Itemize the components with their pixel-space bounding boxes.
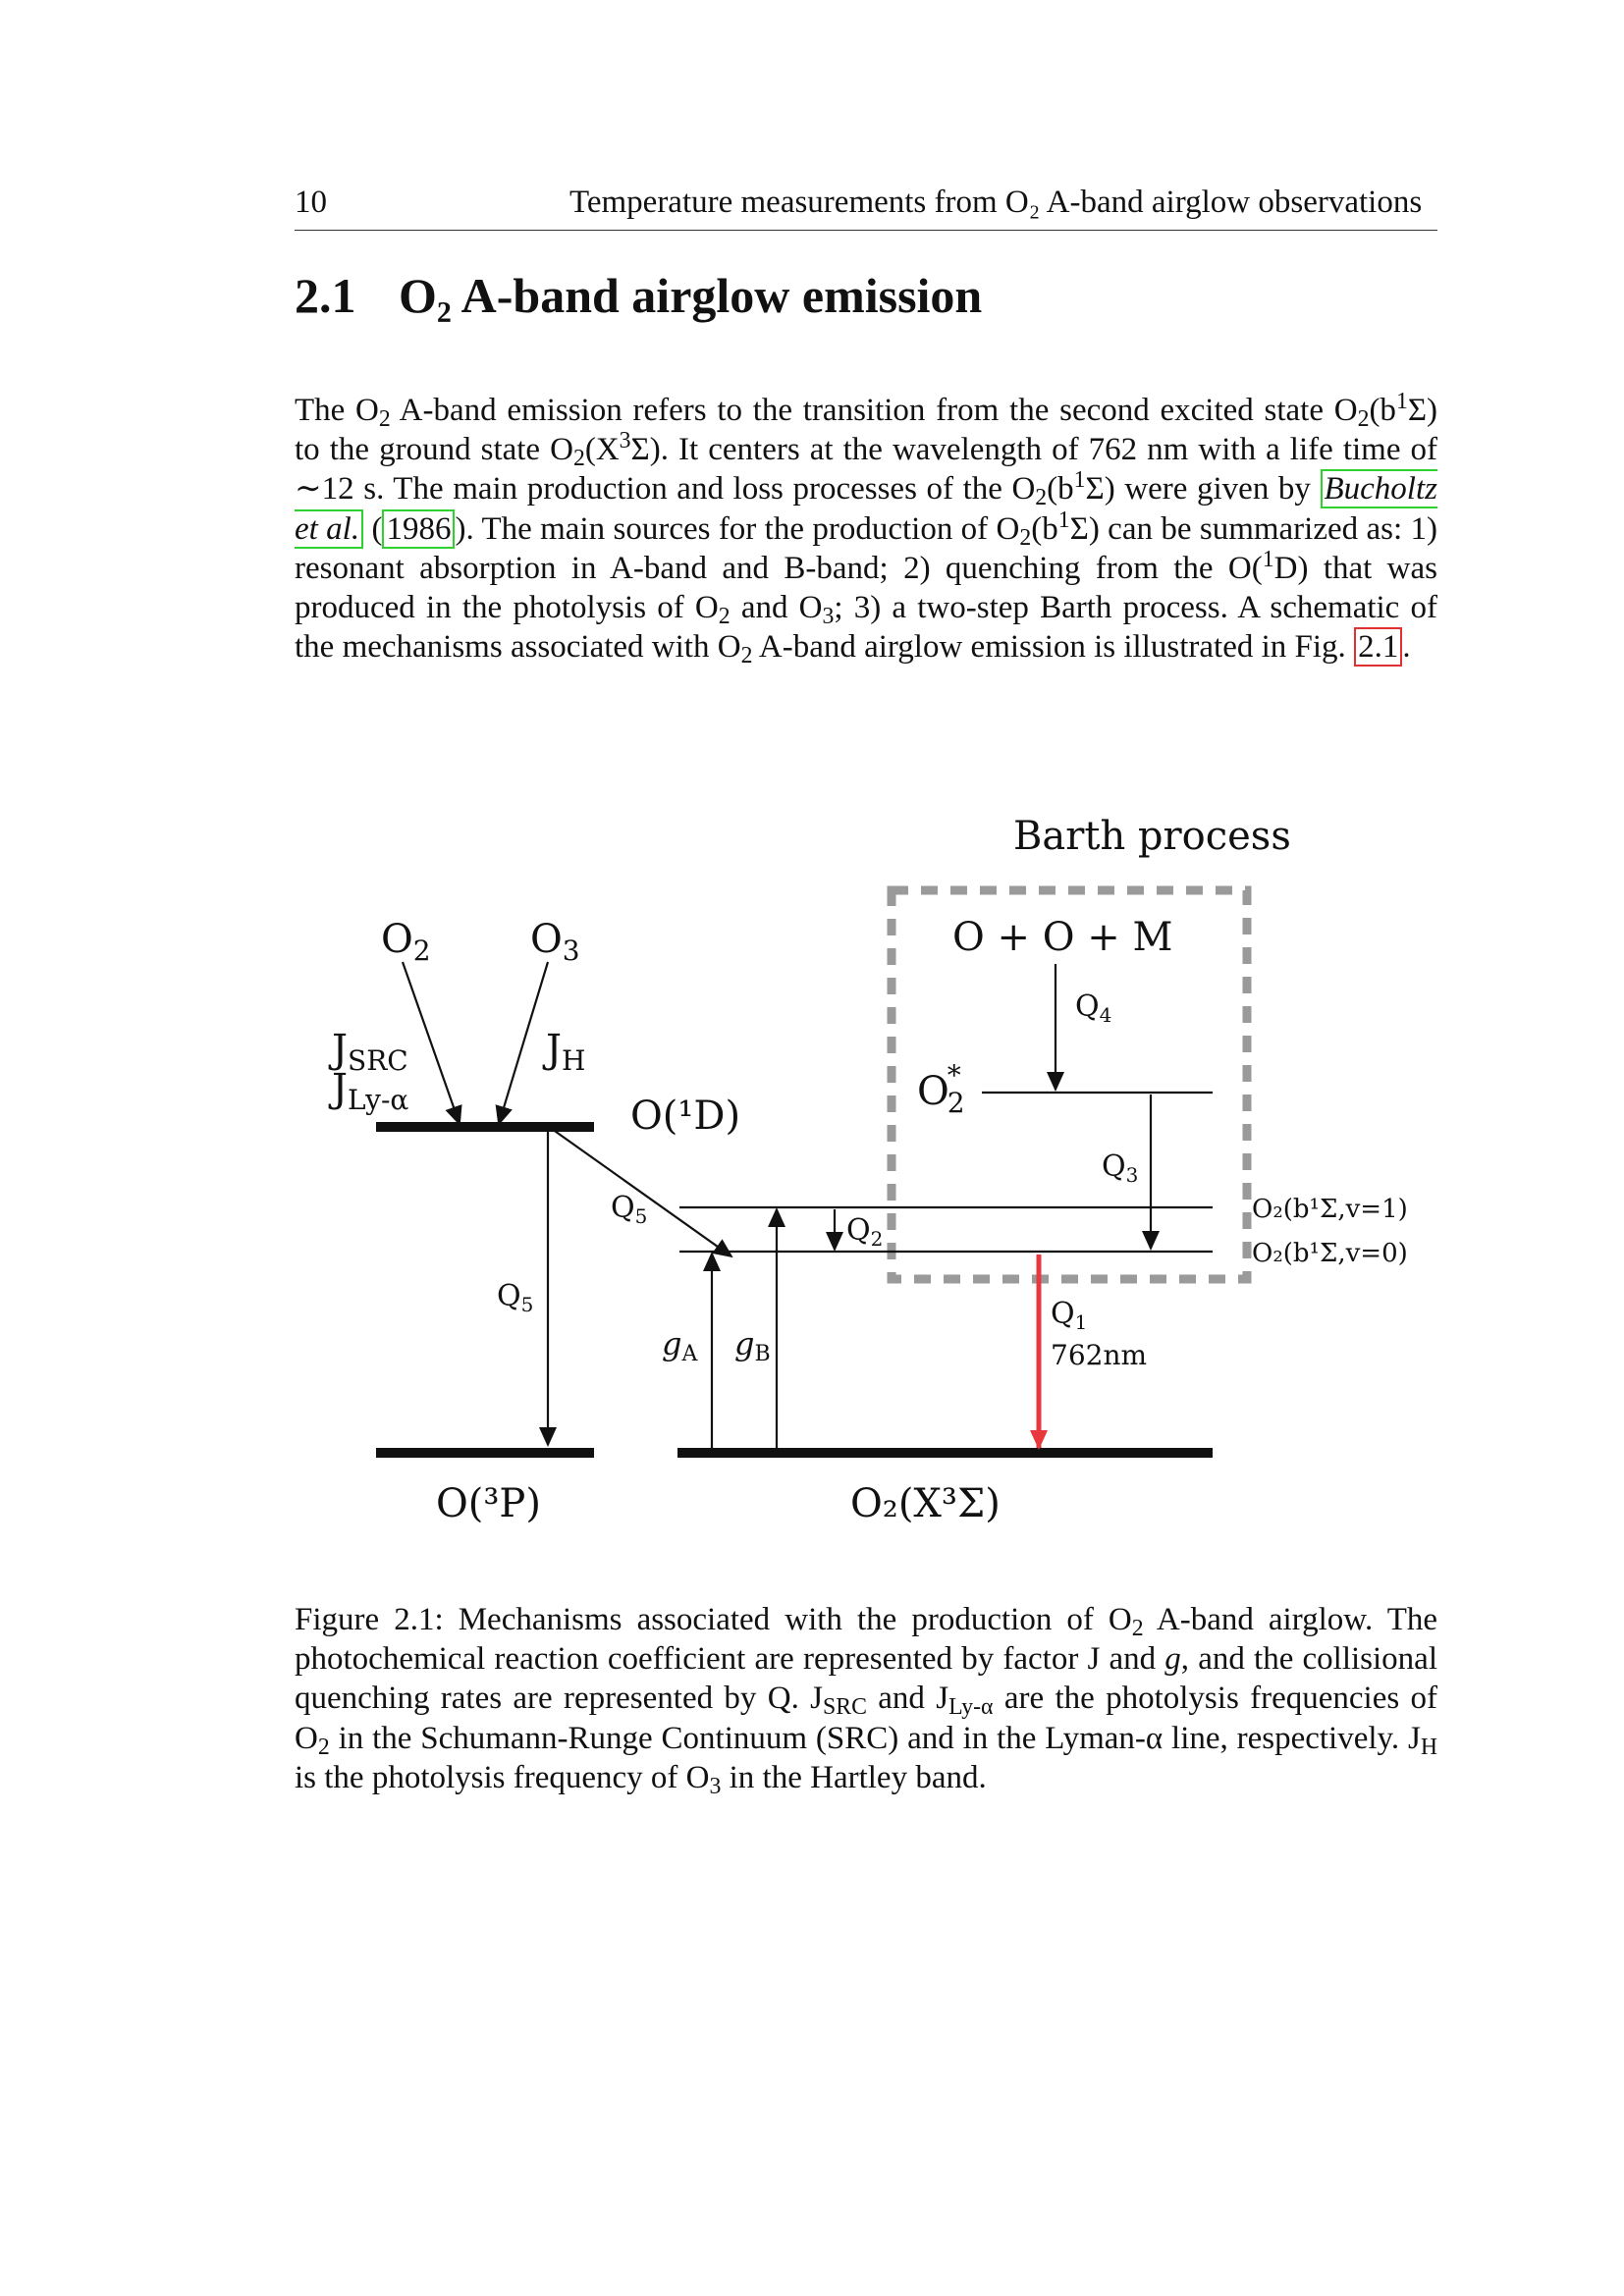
o3p-level-label: O(³P) xyxy=(436,1481,541,1526)
photolysis-o2-arrow xyxy=(403,962,460,1124)
header-rule xyxy=(295,230,1437,231)
citation-author-link[interactable]: Bucholtz et al. xyxy=(295,471,1437,547)
o-o-m-label: O + O + M xyxy=(952,915,1173,960)
ga-label: gA xyxy=(662,1325,698,1366)
energy-level-diagram xyxy=(295,805,1437,1571)
figure-reference-link[interactable]: 2.1 xyxy=(1354,627,1402,667)
section-title: O₂ A-band airglow emission xyxy=(399,268,983,323)
q5-diagonal-label: $Q_5$ xyxy=(611,1191,648,1228)
q2-label: $Q_2$ xyxy=(846,1213,884,1251)
q3-label: $Q_3$ xyxy=(1102,1149,1139,1187)
section-number: 2.1 xyxy=(295,268,356,323)
citation-year-link[interactable]: 1986 xyxy=(382,509,455,549)
running-title: Temperature measurements from O₂ A-band airglow observations xyxy=(569,185,1423,220)
j-ly-alpha-label: $J_{Ly-\alpha}$ xyxy=(332,1066,409,1116)
q4-label: $Q_4$ xyxy=(1075,989,1112,1027)
gb-label: gB xyxy=(734,1325,771,1366)
q5-diagonal-arrow xyxy=(552,1129,731,1256)
o1d-level-label: O(¹D) xyxy=(630,1094,741,1139)
b-sigma-v0-label: O₂(b¹Σ,v=0) xyxy=(1252,1239,1408,1268)
ground-state-level-label: O₂(X³Σ) xyxy=(850,1481,1001,1526)
photolysis-o3-arrow xyxy=(499,962,548,1124)
page-number: 10 xyxy=(295,185,327,220)
q1-label: $Q_1$ xyxy=(1051,1297,1088,1334)
section-heading xyxy=(295,267,982,324)
o2-star-label: O* 2 xyxy=(917,1059,965,1119)
intro-paragraph: The $O_2$ A-band emission refers to the transition from the second excited state $O_2(b^1\Sigma)$ to the ground state $O_2(X^3\Sigma)$. It centers at the wavelength of 762 nm with a life time of ∼12 s. The main production and loss processes of the $O_2(b^1\Sigma)$ were given by Bucholtz et al. ( 1986 ). The main sources for the production of $O_2(b^1\Sigma)$ can be summarized as: 1) resonant absorption in A-band and B-band; 2) quenching from the O($^1$D) that was produced in the photolysis of $O_2$ and $O_3$; 3) a two-step Barth process. A schematic of the mechanisms associated with $O_2$ A-band airglow emission is illustrated in Fig. 2.1 . xyxy=(295,389,1438,669)
j-h-label: $J_H$ xyxy=(546,1027,586,1077)
o3-reactant-label: $O_3$ xyxy=(530,917,580,967)
emission-wavelength-label: 762nm xyxy=(1051,1339,1148,1371)
b-sigma-v1-label: O₂(b¹Σ,v=1) xyxy=(1252,1195,1408,1224)
j-src-label: $J_{SRC}$ xyxy=(332,1027,408,1077)
figure-caption: Figure 2.1: Mechanisms associated with the production of $O_2$ A-band airglow. The photochemical reaction coefficient are represented by factor J and g, and the collisional quenching rates are represented by Q. $J_{SRC}$ and $J_{Ly-\alpha}$ are the photolysis frequencies of $O_2$ in the Schumann-Runge Continuum (SRC) and in the Lyman-α line, respectively. $J_H$ is the photolysis frequency of $O_3$ in the Hartley band. xyxy=(295,1602,1438,1799)
o2-reactant-label: $O_2$ xyxy=(381,917,431,967)
q5-vertical-label: $Q_5$ xyxy=(497,1279,534,1316)
barth-process-title: Barth process xyxy=(1013,814,1291,859)
